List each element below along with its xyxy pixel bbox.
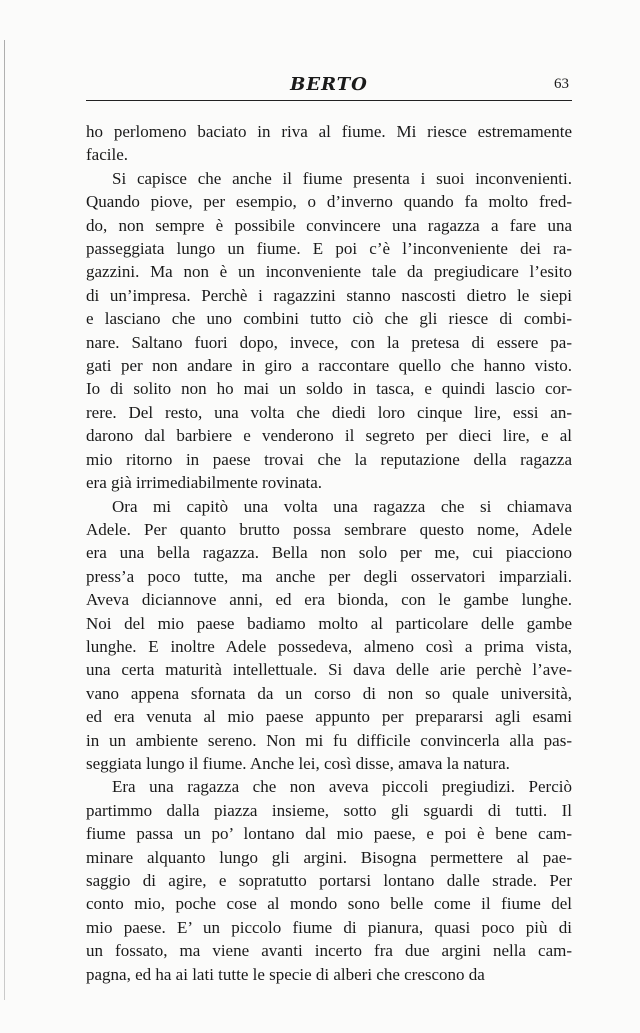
paragraph	[86, 775, 572, 986]
page-edge-shadow	[4, 40, 5, 1000]
running-head: BERTO	[290, 74, 368, 95]
text-line: una certa maturità intellettuale. Si dava delle arie perchè l’ave-	[86, 660, 572, 680]
text-line: mio ritorno in paese trovai che la reputazione della ragazza	[86, 449, 572, 469]
text-line: gati per non andare in giro a raccontare quello che hanno visto.	[86, 356, 572, 376]
text-line: press’a poco tutte, ma anche per degli osservatori imparziali.	[86, 566, 572, 586]
text-line: Io di solito non ho mai un soldo in tasca, e quindi lascio cor-	[86, 379, 572, 399]
header-rule	[86, 100, 572, 101]
text-line: minare alquanto lungo gli argini. Bisogna permettere al pae-	[86, 847, 572, 867]
text-line: darono dal barbiere e venderono il segreto per dieci lire, e al	[86, 426, 572, 446]
text-line: Era una ragazza che non aveva piccoli pregiudizi. Perciò	[112, 777, 572, 797]
text-line: e lasciano che uno combini tutto ciò che gli riesce di combi-	[86, 309, 572, 329]
text-line: in un ambiente sereno. Non mi fu difficile convincerla alla pas-	[86, 730, 572, 750]
text-line: Aveva diciannove anni, ed era bionda, con le gambe lunghe.	[86, 590, 572, 610]
text-line: mio paese. E’ un piccolo fiume di pianura, quasi poco più di	[86, 917, 572, 937]
body-text	[86, 120, 572, 986]
text-line: facile.	[86, 145, 128, 165]
text-line: nare. Saltano fuori dopo, invece, con la pretesa di essere pa-	[86, 332, 572, 352]
text-line: ho perlomeno baciato in riva al fiume. Mi riesce estremamente	[86, 122, 572, 141]
text-line: era già irrimediabilmente rovinata.	[86, 473, 323, 493]
paragraph	[86, 120, 572, 167]
page-header	[86, 72, 572, 98]
paragraph	[86, 495, 572, 776]
text-line: Quando piove, per esempio, o d’inverno quando fa molto fred-	[86, 192, 572, 212]
text-line: pagna, ed ha ai lati tutte le specie di alberi che crescono da	[86, 964, 485, 984]
page-number: 63	[554, 76, 569, 92]
text-line: Ora mi capitò una volta una ragazza che si chiamava	[112, 496, 572, 516]
text-line: Adele. Per quanto brutto possa sembrare questo nome, Adele	[86, 519, 572, 539]
text-line: conto mio, poche cose al mondo sono belle come il fiume del	[86, 894, 572, 914]
text-line: un fossato, ma viene avanti incerto fra due argini nella cam-	[86, 941, 572, 961]
paragraph	[86, 167, 572, 495]
text-line: seggiata lungo il fiume. Anche lei, così disse, amava la natura.	[86, 753, 510, 773]
text-line: di un’impresa. Perchè i ragazzini stanno nascosti dietro le siepi	[86, 285, 572, 305]
text-line: passeggiata lungo un fiume. E poi c’è l’inconveniente dei ra-	[86, 239, 572, 259]
text-line: gazzini. Ma non è un inconveniente tale da pregiudicare l’esito	[86, 262, 572, 282]
text-line: do, non sempre è possibile convincere una ragazza a fare una	[86, 215, 572, 235]
text-line: vano appena sfornata da un corso di non so quale università,	[86, 683, 572, 703]
text-line: ed era venuta al mio paese appunto per prepararsi agli esami	[86, 707, 572, 727]
text-line: saggio di agire, e sopratutto portarsi lontano dalle strade. Per	[86, 871, 572, 890]
text-line: partimmo dalla piazza insieme, sotto gli sguardi di tutti. Il	[86, 800, 572, 820]
text-line: Si capisce che anche il fiume presenta i suoi inconvenienti.	[112, 168, 572, 188]
text-line: lunghe. E inoltre Adele possedeva, almeno così a prima vista,	[86, 636, 572, 656]
text-line: fiume passa un po’ lontano dal mio paese, e poi è bene cam-	[86, 824, 572, 844]
text-line: Noi del mio paese badiamo molto al particolare delle gambe	[86, 613, 572, 633]
text-line: rere. Del resto, una volta che diedi loro cinque lire, essi an-	[86, 402, 572, 422]
text-line: era una bella ragazza. Bella non solo per me, cui piacciono	[86, 543, 572, 563]
